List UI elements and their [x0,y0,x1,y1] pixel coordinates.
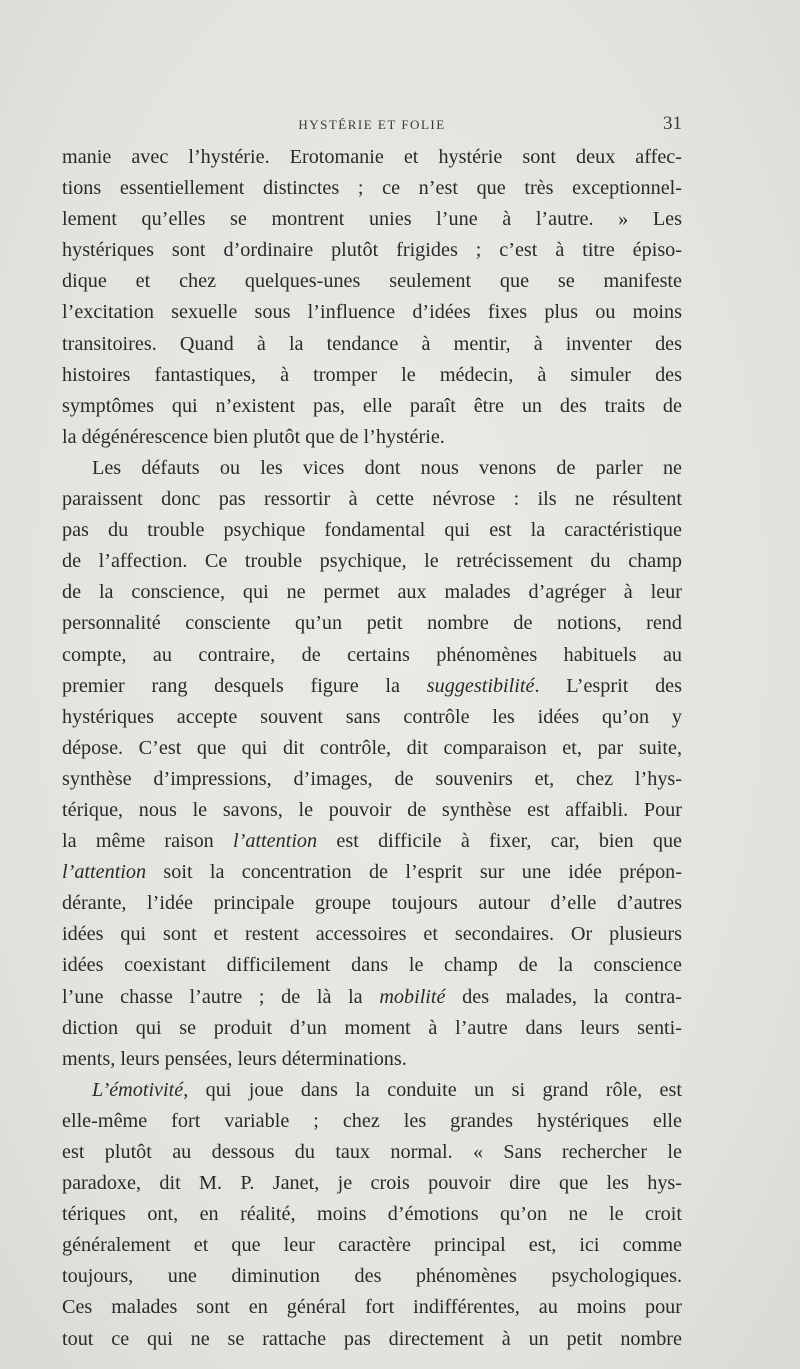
running-header [62,113,682,137]
text-line: L’émotivité, qui joue dans la conduite un si grand rôle, est [92,1078,682,1101]
text-line: tions essentiellement distinctes ; ce n’est que très exceptionnel- [62,177,682,200]
text-line: la même raison l’attention est difficile à fixer, car, bien que [62,830,682,853]
text-line: lement qu’elles se montrent unies l’une à l’autre. » Les [62,208,682,231]
text-line: la dégénérescence bien plutôt que de l’hystérie. [62,425,445,448]
text-line: de l’affection. Ce trouble psychique, le retrécissement du champ [62,550,682,573]
text-line: dérante, l’idée principale groupe toujours autour d’elle d’autres [62,892,682,915]
text-line: ments, leurs pensées, leurs déterminations. [62,1047,407,1070]
text-line: tout ce qui ne se rattache pas directement à un petit nombre [62,1327,682,1350]
text-line: idées qui sont et restent accessoires et secondaires. Or plusieurs [62,923,682,946]
text-line: Ces malades sont en général fort indifférentes, au moins pour [62,1296,682,1319]
text-line: transitoires. Quand à la tendance à mentir, à inventer des [62,332,682,355]
text-line: compte, au contraire, de certains phénomènes habituels au [62,643,682,666]
text-line: toujours, une diminution des phénomènes psychologiques. [62,1265,682,1288]
running-title: HYSTÉRIE ET FOLIE [298,117,446,132]
text-line: térique, nous le savons, le pouvoir de synthèse est affaibli. Pour [62,798,682,821]
text-line: idées coexistant difficilement dans le champ de la conscience [62,954,682,977]
text-line: manie avec l’hystérie. Erotomanie et hystérie sont deux affec- [62,146,682,168]
text-line: est plutôt au dessous du taux normal. « Sans rechercher le [62,1141,682,1163]
text-line: synthèse d’impressions, d’images, de souvenirs et, chez l’hys- [62,767,682,790]
text-line: généralement et que leur caractère principal est, ici comme [62,1234,682,1257]
body-text [62,142,682,1355]
text-line: diction qui se produit d’un moment à l’autre dans leurs senti- [62,1016,682,1039]
text-line: dique et chez quelques-unes seulement que se manifeste [62,270,682,293]
text-line: pas du trouble psychique fondamental qui est la caractéristique [62,519,682,542]
text-line: paraissent donc pas ressortir à cette névrose : ils ne résultent [62,488,682,511]
text-line: l’une chasse l’autre ; de là la mobilité des malades, la contra- [62,985,682,1008]
text-line: elle-même fort variable ; chez les grandes hystériques elle [62,1109,682,1132]
text-line: premier rang desquels figure la suggestibilité. L’esprit des [62,674,682,697]
text-line: dépose. C’est que qui dit contrôle, dit comparaison et, par suite, [62,736,682,759]
text-line: l’attention soit la concentration de l’esprit sur une idée prépon- [62,861,682,884]
text-line: tériques ont, en réalité, moins d’émotions qu’on ne le croit [62,1203,682,1226]
text-line: paradoxe, dit M. P. Janet, je crois pouvoir dire que les hys- [62,1172,682,1195]
text-line: personnalité consciente qu’un petit nombre de notions, rend [62,612,682,635]
text-line: l’excitation sexuelle sous l’influence d’idées fixes plus ou moins [62,301,682,324]
text-line: hystériques accepte souvent sans contrôle les idées qu’on y [62,705,682,728]
text-line: de la conscience, qui ne permet aux malades d’agréger à leur [62,581,682,604]
text-line: symptômes qui n’existent pas, elle paraît être un des traits de [62,394,682,417]
text-line: histoires fantastiques, à tromper le médecin, à simuler des [62,363,682,386]
text-line: hystériques sont d’ordinaire plutôt frigides ; c’est à titre épiso- [62,239,682,262]
text-line: Les défauts ou les vices dont nous venons de parler ne [92,456,682,479]
page-number: 31 [663,113,682,134]
